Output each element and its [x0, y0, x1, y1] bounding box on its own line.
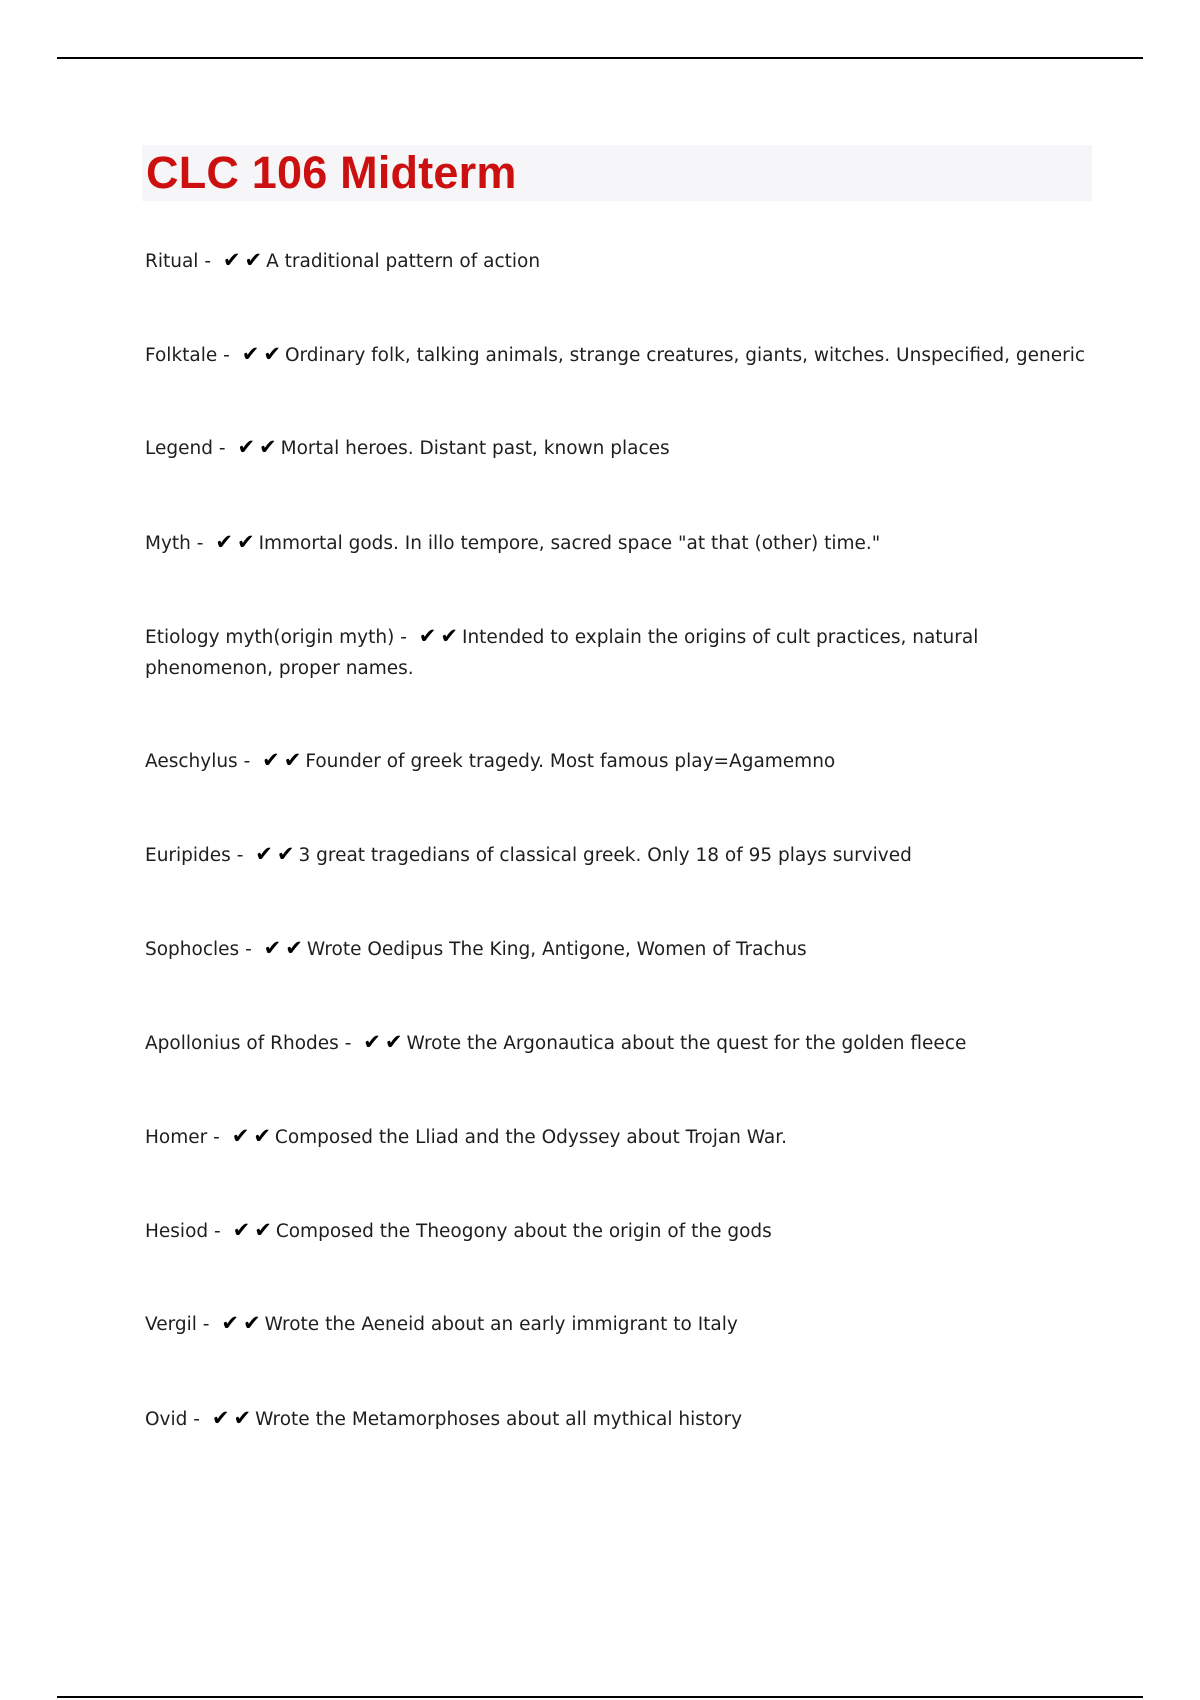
- entry-term: Ritual: [145, 251, 199, 272]
- entry-vergil: [145, 1308, 1085, 1340]
- double-check-icon: ✔✔: [262, 748, 306, 772]
- double-check-icon: ✔✔: [241, 342, 285, 366]
- double-check-icon: ✔✔: [215, 530, 259, 554]
- entry-sophocles: [145, 933, 1085, 965]
- entry-term: Aeschylus: [145, 751, 238, 772]
- entry-term: Etiology myth(origin myth): [145, 627, 395, 648]
- entry-hesiod: [145, 1215, 1085, 1247]
- entry-apollonius: [145, 1027, 1085, 1059]
- entry-separator: -: [214, 1221, 221, 1242]
- double-check-icon: ✔✔: [237, 435, 281, 459]
- entry-term: Legend: [145, 438, 213, 459]
- entry-separator: -: [344, 1033, 352, 1054]
- entry-myth: [145, 527, 1085, 559]
- entry-definition: Ordinary folk, talking animals, strange creatures, giants, witches. Unspecified, generic: [284, 345, 1086, 366]
- entry-separator: -: [236, 845, 244, 866]
- entry-definition: Wrote the Aeneid about an early immigrant to Italy: [264, 1314, 738, 1335]
- entry-definition: Wrote the Metamorphoses about all mythical history: [255, 1409, 743, 1430]
- top-rule: [57, 57, 1143, 59]
- entry-legend: [145, 432, 1085, 464]
- entry-definition: Wrote Oedipus The King, Antigone, Women of Trachus: [306, 939, 807, 960]
- entry-separator: -: [204, 251, 212, 272]
- entry-euripides: [145, 839, 1085, 871]
- double-check-icon: ✔✔: [263, 936, 307, 960]
- entry-separator: -: [193, 1409, 200, 1430]
- entry-term: Sophocles: [145, 939, 240, 960]
- entry-term: Homer: [145, 1127, 208, 1148]
- page-title: CLC 106 Midterm: [146, 147, 517, 198]
- entry-definition: Composed the Theogony about the origin of the gods: [275, 1221, 772, 1242]
- entry-ovid: [145, 1403, 1085, 1435]
- entry-definition: 3 great tragedians of classical greek. Only 18 of 95 plays survived: [298, 845, 912, 866]
- double-check-icon: ✔✔: [255, 842, 299, 866]
- entry-separator: -: [196, 533, 204, 554]
- entry-separator: -: [400, 627, 407, 648]
- entry-homer: [145, 1121, 1085, 1153]
- title-band: [142, 145, 1092, 201]
- entry-separator: -: [243, 751, 251, 772]
- entry-term: Hesiod: [145, 1221, 209, 1242]
- entry-ritual: [145, 245, 1085, 277]
- double-check-icon: ✔✔: [231, 1124, 275, 1148]
- entry-definition: Mortal heroes. Distant past, known places: [280, 438, 670, 459]
- double-check-icon: ✔✔: [211, 1406, 256, 1430]
- entry-separator: -: [202, 1314, 210, 1335]
- double-check-icon: ✔✔: [363, 1030, 407, 1054]
- entry-folktale: [145, 339, 1085, 371]
- entry-term: Apollonius of Rhodes: [145, 1033, 339, 1054]
- entry-term: Euripides: [145, 845, 231, 866]
- double-check-icon: ✔✔: [418, 624, 462, 648]
- entry-aeschylus: [145, 745, 1085, 777]
- entry-definition: Founder of greek tragedy. Most famous play=Agamemno: [305, 751, 836, 772]
- entry-separator: -: [213, 1127, 220, 1148]
- entry-term: Vergil: [145, 1314, 197, 1335]
- entry-definition: A traditional pattern of action: [266, 251, 541, 272]
- entry-separator: -: [218, 438, 226, 459]
- entry-definition: Immortal gods. In illo tempore, sacred space "at that (other) time.": [258, 533, 881, 554]
- entry-definition: Intended to explain the origins of cult practices, natural phenomenon, proper names.: [145, 627, 979, 679]
- entry-term: Myth: [145, 533, 191, 554]
- entry-term: Folktale: [145, 345, 218, 366]
- double-check-icon: ✔✔: [222, 248, 267, 272]
- entry-definition: Wrote the Argonautica about the quest for the golden fleece: [406, 1033, 967, 1054]
- bottom-rule: [57, 1696, 1143, 1698]
- entry-separator: -: [223, 345, 230, 366]
- entry-term: Ovid: [145, 1409, 188, 1430]
- entry-separator: -: [245, 939, 252, 960]
- double-check-icon: ✔✔: [232, 1218, 276, 1242]
- entry-definition: Composed the Lliad and the Odyssey about Trojan War.: [274, 1127, 788, 1148]
- double-check-icon: ✔✔: [221, 1311, 265, 1335]
- entry-etiology-myth: [145, 621, 985, 684]
